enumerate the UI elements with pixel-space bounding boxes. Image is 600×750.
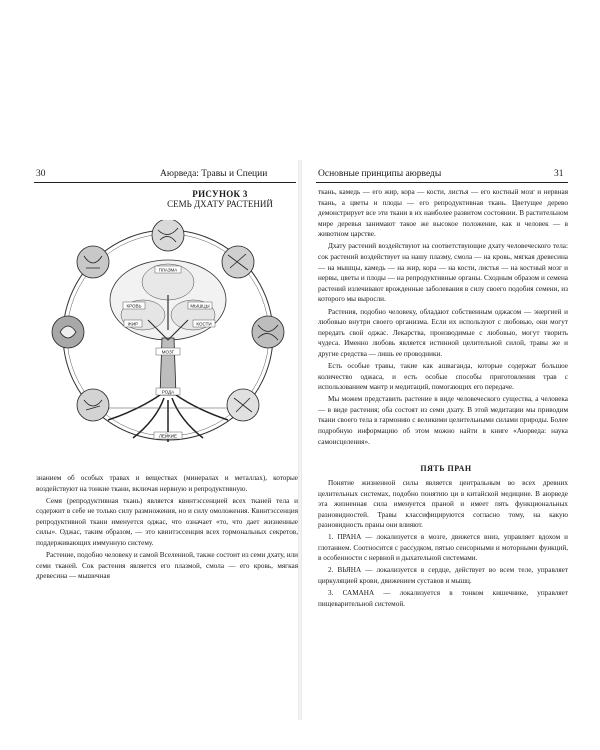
vignette-sap-icon [152, 220, 184, 251]
right-page [300, 0, 600, 750]
tree-label-fat: ЖИР [127, 321, 139, 327]
seven-dhatu-tree-illustration [38, 220, 298, 470]
right-section-text [318, 478, 568, 532]
tree-label-roda: РОДА [161, 389, 175, 395]
right-paragraph: ткань, камедь — его жир, кора — кости, листья — его костный мозг и нервная ткань, а цветы и плоды — его репродуктивная ткань. Цветущее дерево демонстрирует все эти ткани в их наиболее развитом состоянии. В растительном мире деревья занимают такое же высокое положение, как и человек — в животном царстве. [318, 188, 568, 239]
vignette-gum-icon [77, 389, 109, 421]
tree-label-bottom: ЛЕЙКИЕ [158, 433, 178, 439]
left-paragraph: Растение, подобно человеку и самой Вселенной, также состоит из семи дхату, или семи тканей. Сок растения является его плазмой, смола — его кровь, мягкая древесина — мышечная [36, 551, 298, 581]
list-item: 3. САМАНА — локализуется в тонком кишечнике, управляет пищеварительной системой. [318, 588, 568, 608]
tree-label-plasma: ПЛАЗМА [158, 267, 178, 273]
right-paragraph: Дхату растений воздействуют на соответствующие дхату человеческого тела: сок растений воздействует на нашу плазму, смола — на кровь, мягкая древесина — на мышцы, камедь — на жир, кора — на кости, листья — на костный мозг и нервы, цветы и плоды — на репродуктивные органы. Сходным образом и семена растений излечивают врожденные заболевания в силу своего подобия семени, из которого мы выросли. [318, 242, 568, 304]
left-paragraph: Семя (репродуктивная ткань) является квинтэссенцией всех тканей тела и содержит в себе не только силу размножения, но и силу омоложения. Квинтэссенция репродуктивной ткани именуется оджас, что означает «то, что дает жизненные силы». Оджас, таким образом, — это квинтэссенция всех гормональных секретов, поддерживающих иммунную систему. [36, 496, 298, 548]
right-paragraph: Растения, подобно человеку, обладают собственным оджасом — энергией и любовью внутри своего организма. Если их используют с любовью, они могут передать свой оджас. Лекарства, производимые с любовью, могут творить чудеса. Именно любовь является истинной целительной силой, травы же и другие средства — лишь ее проводники. [318, 307, 568, 358]
list-item: 1. ПРАНА — локализуется в мозге, движется вниз, управляет вдохом и глотанием. Соотносится с рассудком, пятью сенсорными и моторными функций, в особенности с нервной и дыхательной системами. [318, 533, 568, 563]
left-body-text [36, 473, 298, 583]
tree-label-bones: КОСТИ [196, 321, 212, 327]
tree-label-muscle: МЫШЦЫ [190, 303, 210, 309]
section-title: ПЯТЬ ПРАН [420, 464, 472, 473]
header-rule-right [316, 182, 568, 183]
header-rule-left [34, 182, 296, 183]
list-item: 2. ВЬЯНА — локализуется в сердце, действует во всем теле, управляет циркуляцией крови, движением суставов и мышц. [318, 566, 568, 585]
vignette-leaf-icon [52, 316, 84, 348]
prana-list [318, 532, 568, 611]
vignette-flower-icon [77, 246, 109, 278]
figure-caption [140, 189, 300, 209]
vignette-resin-icon [222, 246, 254, 278]
figure-title: РИСУНОК 3 [192, 189, 248, 199]
tree-label-marrow: МОЗГ [161, 349, 175, 355]
page-number-right: 31 [554, 169, 564, 179]
right-paragraph: Мы можем представить растение в виде человеческого существа, а человека — в виде растения; оба состоят из семи дхату. В этой медитации мы приводим ткани своего тела в гармонию с великими целительными силами природы. Более подробную информацию об этом можно найти в книге «Аюрведа: наука самоисцеления». [318, 395, 568, 446]
vignette-wood-icon [252, 316, 284, 348]
vignette-bark-icon [227, 389, 259, 421]
running-head-right: Основные принципы аюрведы [318, 169, 442, 179]
left-paragraph: знанием об особых травах и веществах (минералах и металлах), которые воздействуют на тонкие ткани, включая нервную и репродуктивную. [36, 474, 298, 493]
right-body-text [318, 187, 568, 449]
running-head-left: Аюрведа: Травы и Специи [160, 169, 268, 179]
figure-subtitle: СЕМЬ ДХАТУ РАСТЕНИЙ [167, 199, 273, 209]
tree-label-blood: КРОВЬ [126, 303, 142, 309]
right-paragraph: Есть особые травы, такие как ашваганда, которые содержат большое количество оджаса, и есть особые способы приготовления трав с использованием мантр и медитаций, помогающих его передаче. [318, 362, 568, 392]
page-number-left: 30 [36, 169, 46, 179]
section-paragraph: Понятие жизненной силы является центральным во всех древних целительных системах, подобно понятию ци в китайской медицине. В аюрведе эта жизненная сила именуется праной и имеет пять функциональных разновидностей. Травы классифицируются согласно тому, на какую разновидность праны они влияют. [318, 479, 568, 530]
